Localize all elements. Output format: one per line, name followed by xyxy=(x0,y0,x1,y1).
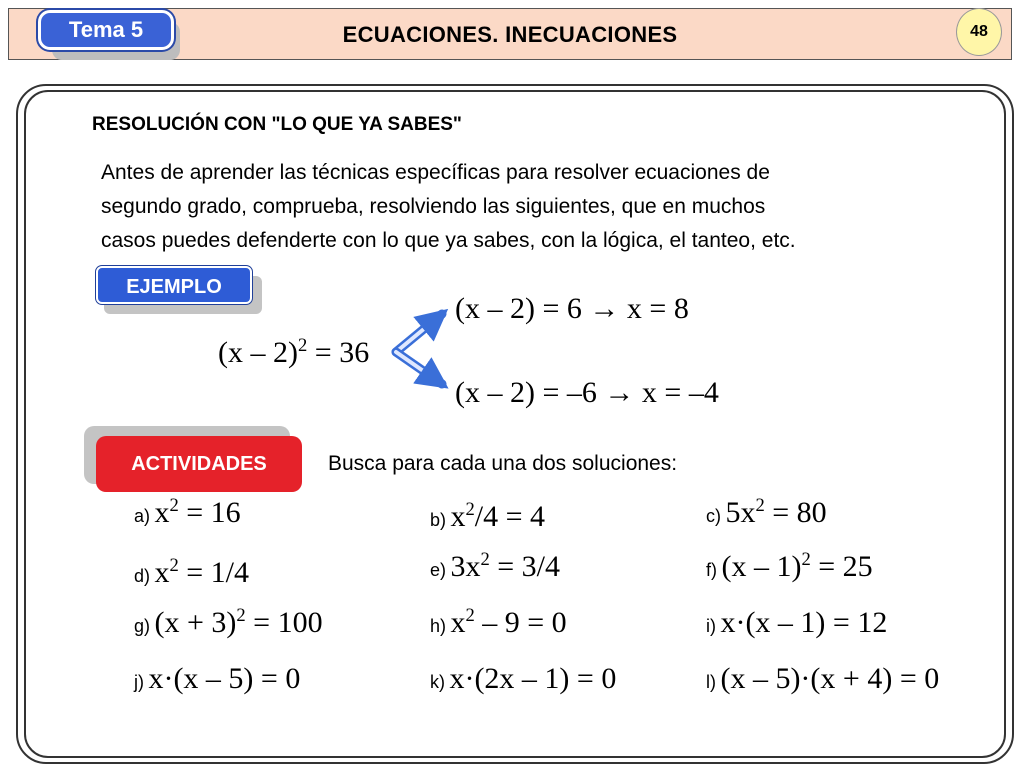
page-number: 48 xyxy=(956,8,1002,56)
example-main-exponent: 2 xyxy=(297,335,308,356)
activity-item-l xyxy=(706,662,939,696)
activity-item-i xyxy=(706,606,887,640)
activity-equation: $x^2 = 1/4$ xyxy=(154,555,250,589)
activity-equation: (x – 1)$^2$ = 25 xyxy=(721,549,873,583)
example-branch-negative: (x – 2) = –6 → x = –4 xyxy=(455,376,719,409)
intro-line: casos puedes defenderte con lo que ya sabes, con la lógica, el tanteo, etc. xyxy=(101,229,796,252)
intro-paragraph xyxy=(101,156,961,258)
activity-item-c xyxy=(706,496,827,530)
activity-item-a xyxy=(134,496,241,530)
activity-label: h) xyxy=(430,616,447,636)
activity-equation: $(x + 3)^2 = 100$ xyxy=(154,605,323,639)
activity-equation: $x^2/4 = 4$ xyxy=(450,499,546,533)
activity-label: i) xyxy=(706,616,716,636)
example-main-equation xyxy=(218,336,369,370)
tema-badge: Tema 5 xyxy=(38,10,174,50)
example-main-base: (x – 2) xyxy=(218,336,298,369)
activity-label: a) xyxy=(134,506,151,526)
example-main-rest: = 36 xyxy=(307,336,370,369)
section-title: RESOLUCIÓN CON "LO QUE YA SABES" xyxy=(92,114,462,135)
activity-item-d xyxy=(134,556,249,590)
activity-equation: $x^2 - 9 = 0$ xyxy=(450,605,567,639)
activity-item-h xyxy=(430,606,567,640)
activity-equation: x·(x – 1) = 12 xyxy=(720,606,888,639)
activity-item-f xyxy=(706,550,873,584)
activity-item-j xyxy=(134,662,300,696)
activity-item-k xyxy=(430,662,616,696)
actividades-badge: ACTIVIDADES xyxy=(96,436,302,492)
ejemplo-badge: EJEMPLO xyxy=(96,266,252,304)
activity-item-g xyxy=(134,606,323,640)
header-title: ECUACIONES. INECUACIONES xyxy=(342,22,678,47)
activity-label: c) xyxy=(706,506,721,526)
activity-label: k) xyxy=(430,672,445,692)
activity-equation: $x^2 = 16$ xyxy=(154,495,241,529)
activities-instruction: Busca para cada una dos soluciones: xyxy=(328,452,678,475)
activity-label: j) xyxy=(134,672,144,692)
activity-label: g) xyxy=(134,616,151,636)
activity-label: d) xyxy=(134,566,151,586)
activity-label: l) xyxy=(706,672,716,692)
activity-item-b xyxy=(430,500,545,534)
intro-line: Antes de aprender las técnicas específicas para resolver ecuaciones de xyxy=(101,161,770,184)
activity-label: e) xyxy=(430,560,447,580)
branch-arrows xyxy=(390,300,460,400)
activity-equation: (x – 5)·(x + 4) = 0 xyxy=(720,662,940,695)
example-branch-positive: (x – 2) = 6 → x = 8 xyxy=(455,292,689,325)
activity-item-e xyxy=(430,550,560,584)
activity-equation: x·(2x – 1) = 0 xyxy=(449,662,617,695)
activity-equation: $5x^2 = 80$ xyxy=(725,495,827,529)
intro-line: segundo grado, comprueba, resolviendo las siguientes, que en muchos xyxy=(101,195,766,218)
activity-equation: $3x^2 = 3/4$ xyxy=(450,549,561,583)
activity-label: b) xyxy=(430,510,447,530)
activity-equation: x·(x – 5) = 0 xyxy=(148,662,301,695)
activity-label: f) xyxy=(706,560,717,580)
